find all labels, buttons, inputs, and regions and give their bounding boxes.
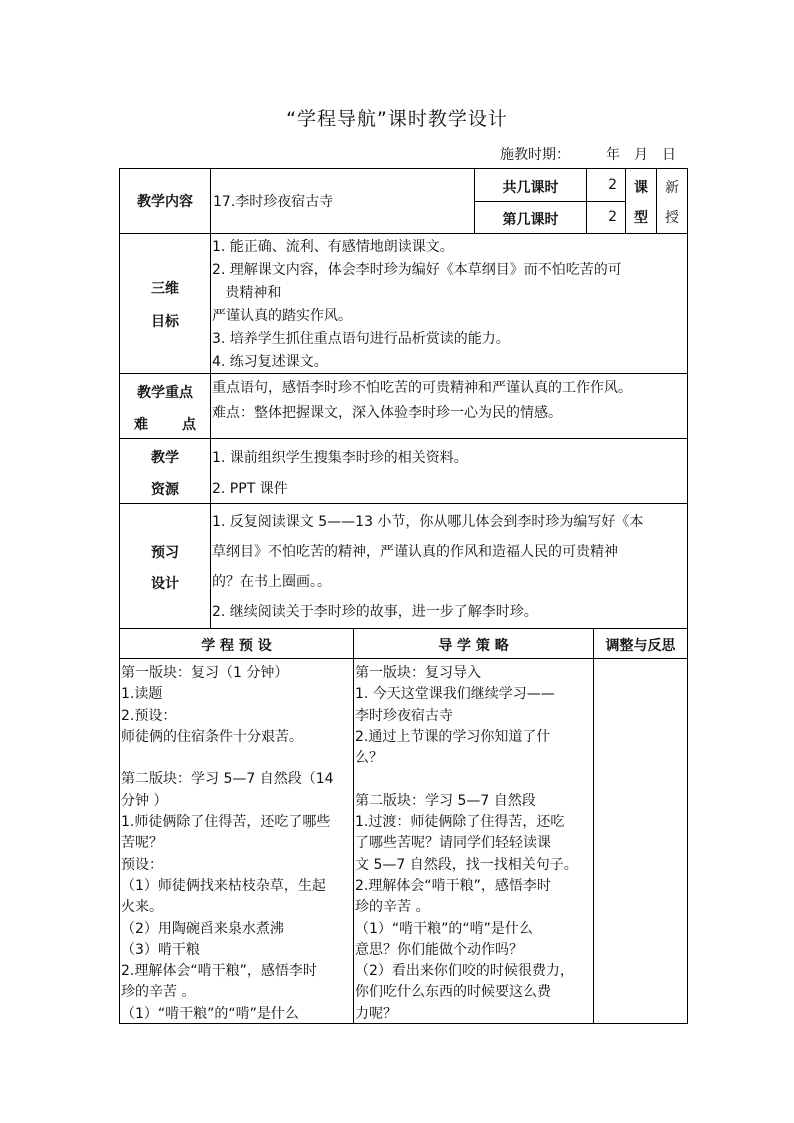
col1-line: （2）用陶碗舀来泉水煮沸 (121, 920, 284, 937)
col1-line: 1.读题 (121, 686, 163, 703)
col1-line: 1.师徒俩除了住得苦，还吃了哪些 (121, 814, 331, 831)
col2-line: 李时珍夜宿古寺 (355, 707, 453, 724)
col2-line: 么？ (355, 750, 383, 767)
col2-line: 2.理解体会“啃干粮”，感悟李时 (355, 877, 551, 894)
resources-text-cell (210, 438, 688, 504)
col1-body-cell (119, 658, 354, 1024)
col1-line: 第二版块：学习 5—7 自然段（14 (121, 771, 334, 788)
resources-label-2: 资源 (151, 482, 179, 498)
date-year: 年 (606, 147, 620, 163)
col1-line: 2.理解体会“啃干粮”，感悟李时 (121, 963, 317, 980)
goal-line: 贵精神和 (212, 285, 282, 301)
resources-label-1: 教学 (151, 450, 179, 466)
col2-line: 珍的辛苦 。 (355, 899, 430, 916)
type-value-1: 新 (665, 180, 679, 196)
goal-line: 4. 练习复述课文。 (212, 354, 328, 370)
total-value-cell (586, 168, 626, 202)
keypoints-label-2b: 点 (182, 417, 196, 433)
col2-line: （2）看出来你们咬的时候很费力， (355, 963, 574, 980)
col1-line (121, 748, 353, 769)
total-value: 2 (608, 177, 617, 193)
goal-line: 2. 理解课文内容，体会李时珍为编好《本草纲目》而不怕吃苦的可 (212, 262, 622, 278)
goals-text-cell (210, 233, 688, 374)
col1-line: （1）“啃干粮”的“啃”是什么 (121, 1005, 299, 1022)
col1-line: 苦呢？ (121, 835, 163, 852)
type-value-cell (656, 168, 688, 234)
col1-line: 2.预设： (121, 707, 177, 724)
col2-line: 文 5—7 自然段，找一找相关句子。 (355, 856, 578, 873)
content-label: 教学内容 (137, 194, 193, 210)
preview-label-cell (119, 503, 211, 629)
col2-line: （1）“啃干粮”的“啃”是什么 (355, 920, 533, 937)
col1-line: （3）啃干粮 (121, 941, 200, 958)
col1-header-cell (119, 628, 354, 659)
goal-line: 3. 培养学生抓住重点语句进行品析赏读的能力。 (212, 331, 510, 347)
col2-line: 了哪些苦呢？请同学们轻轻读课 (355, 835, 551, 852)
col2-header-cell (353, 628, 594, 659)
preview-line: 1. 反复阅读课文 5——13 小节，你从哪儿体会到李时珍为编写好《本 (212, 514, 644, 530)
nth-value-cell (586, 201, 626, 234)
resource-line: 2. PPT 课件 (212, 481, 288, 497)
keypoint-line: 重点语句，感悟李时珍不怕吃苦的可贵精神和严谨认真的工作作风。 (212, 380, 632, 396)
col1-header: 学 程 预 设 (201, 638, 272, 654)
keypoints-label-cell (119, 373, 211, 439)
col1-line: （1）师徒俩找来枯枝杂草，生起 (121, 877, 326, 894)
date-month: 月 (634, 147, 648, 163)
goal-line: 严谨认真的踏实作风。 (212, 308, 352, 324)
col2-line: 第二版块：学习 5—7 自然段 (355, 792, 536, 809)
col1-line: 预设： (121, 856, 163, 873)
nth-value: 2 (608, 209, 617, 225)
content-label-cell (119, 168, 211, 234)
keypoints-label-2a: 难 (134, 417, 148, 433)
col1-line: 火来。 (121, 899, 163, 916)
preview-label-2: 设计 (151, 576, 179, 592)
lesson-title-cell (210, 168, 475, 234)
date-day: 日 (662, 147, 676, 163)
col1-line: 分钟 ） (121, 792, 168, 809)
col3-header: 调整与反思 (605, 638, 676, 654)
col2-header: 导 学 策 略 (438, 638, 509, 654)
keypoints-label-1: 教学重点 (137, 385, 193, 401)
preview-line: 草纲目》不怕吃苦的精神，严谨认真的作风和造福人民的可贵精神 (212, 544, 618, 560)
preview-line: 2. 继续阅读关于李时珍的故事，进一步了解李时珍。 (212, 604, 538, 620)
col2-line: 力呢？ (355, 1005, 397, 1022)
keypoint-line: 难点：整体把握课文，深入体验李时珍一心为民的情感。 (212, 405, 562, 421)
nth-label-cell (474, 201, 587, 234)
lesson-title: 17.李时珍夜宿古寺 (213, 194, 334, 210)
resources-label-cell (119, 438, 211, 504)
total-label-cell (474, 168, 587, 202)
col1-line: 珍的辛苦 。 (121, 984, 196, 1001)
type-label-1: 课 (634, 180, 648, 196)
goal-line: 1. 能正确、流利、有感情地朗读课文。 (212, 239, 454, 255)
preview-text-cell (210, 503, 688, 629)
keypoints-text-cell (210, 373, 688, 439)
resource-line: 1. 课前组织学生搜集李时珍的相关资料。 (212, 450, 468, 466)
col3-body-cell (593, 658, 688, 1024)
col2-line: 你们吃什么东西的时候要这么费 (355, 984, 551, 1001)
page-title: “学程导航”课时教学设计 (286, 108, 508, 130)
preview-line: 的？在书上圈画。。 (212, 574, 331, 590)
col2-body-cell (353, 658, 594, 1024)
col1-line: 第一版块：复习（1 分钟） (121, 665, 289, 681)
col2-line: 1.过渡：师徒俩除了住得苦，还吃 (355, 814, 565, 831)
type-value-2: 授 (665, 210, 679, 226)
col3-header-cell (593, 628, 688, 659)
total-label: 共几课时 (502, 180, 559, 196)
date-label: 施教时期： (500, 147, 570, 163)
type-label-2: 型 (634, 210, 648, 226)
col2-line: 第一版块：复习导入 (355, 665, 481, 681)
col2-line: 意思？你们能做个动作吗？ (355, 941, 523, 958)
nth-label: 第几课时 (502, 212, 559, 228)
goals-label-1: 三维 (151, 281, 179, 297)
type-label-cell (625, 168, 657, 234)
goals-label-2: 目标 (151, 314, 179, 330)
goals-label-cell (119, 233, 211, 374)
col2-line (355, 769, 593, 790)
col2-line: 2.通过上节课的学习你知道了什 (355, 728, 551, 745)
col1-line: 师徒俩的住宿条件十分艰苦。 (121, 728, 303, 745)
col2-line: 1. 今天这堂课我们继续学习—— (355, 686, 555, 703)
preview-label-1: 预习 (151, 545, 179, 561)
